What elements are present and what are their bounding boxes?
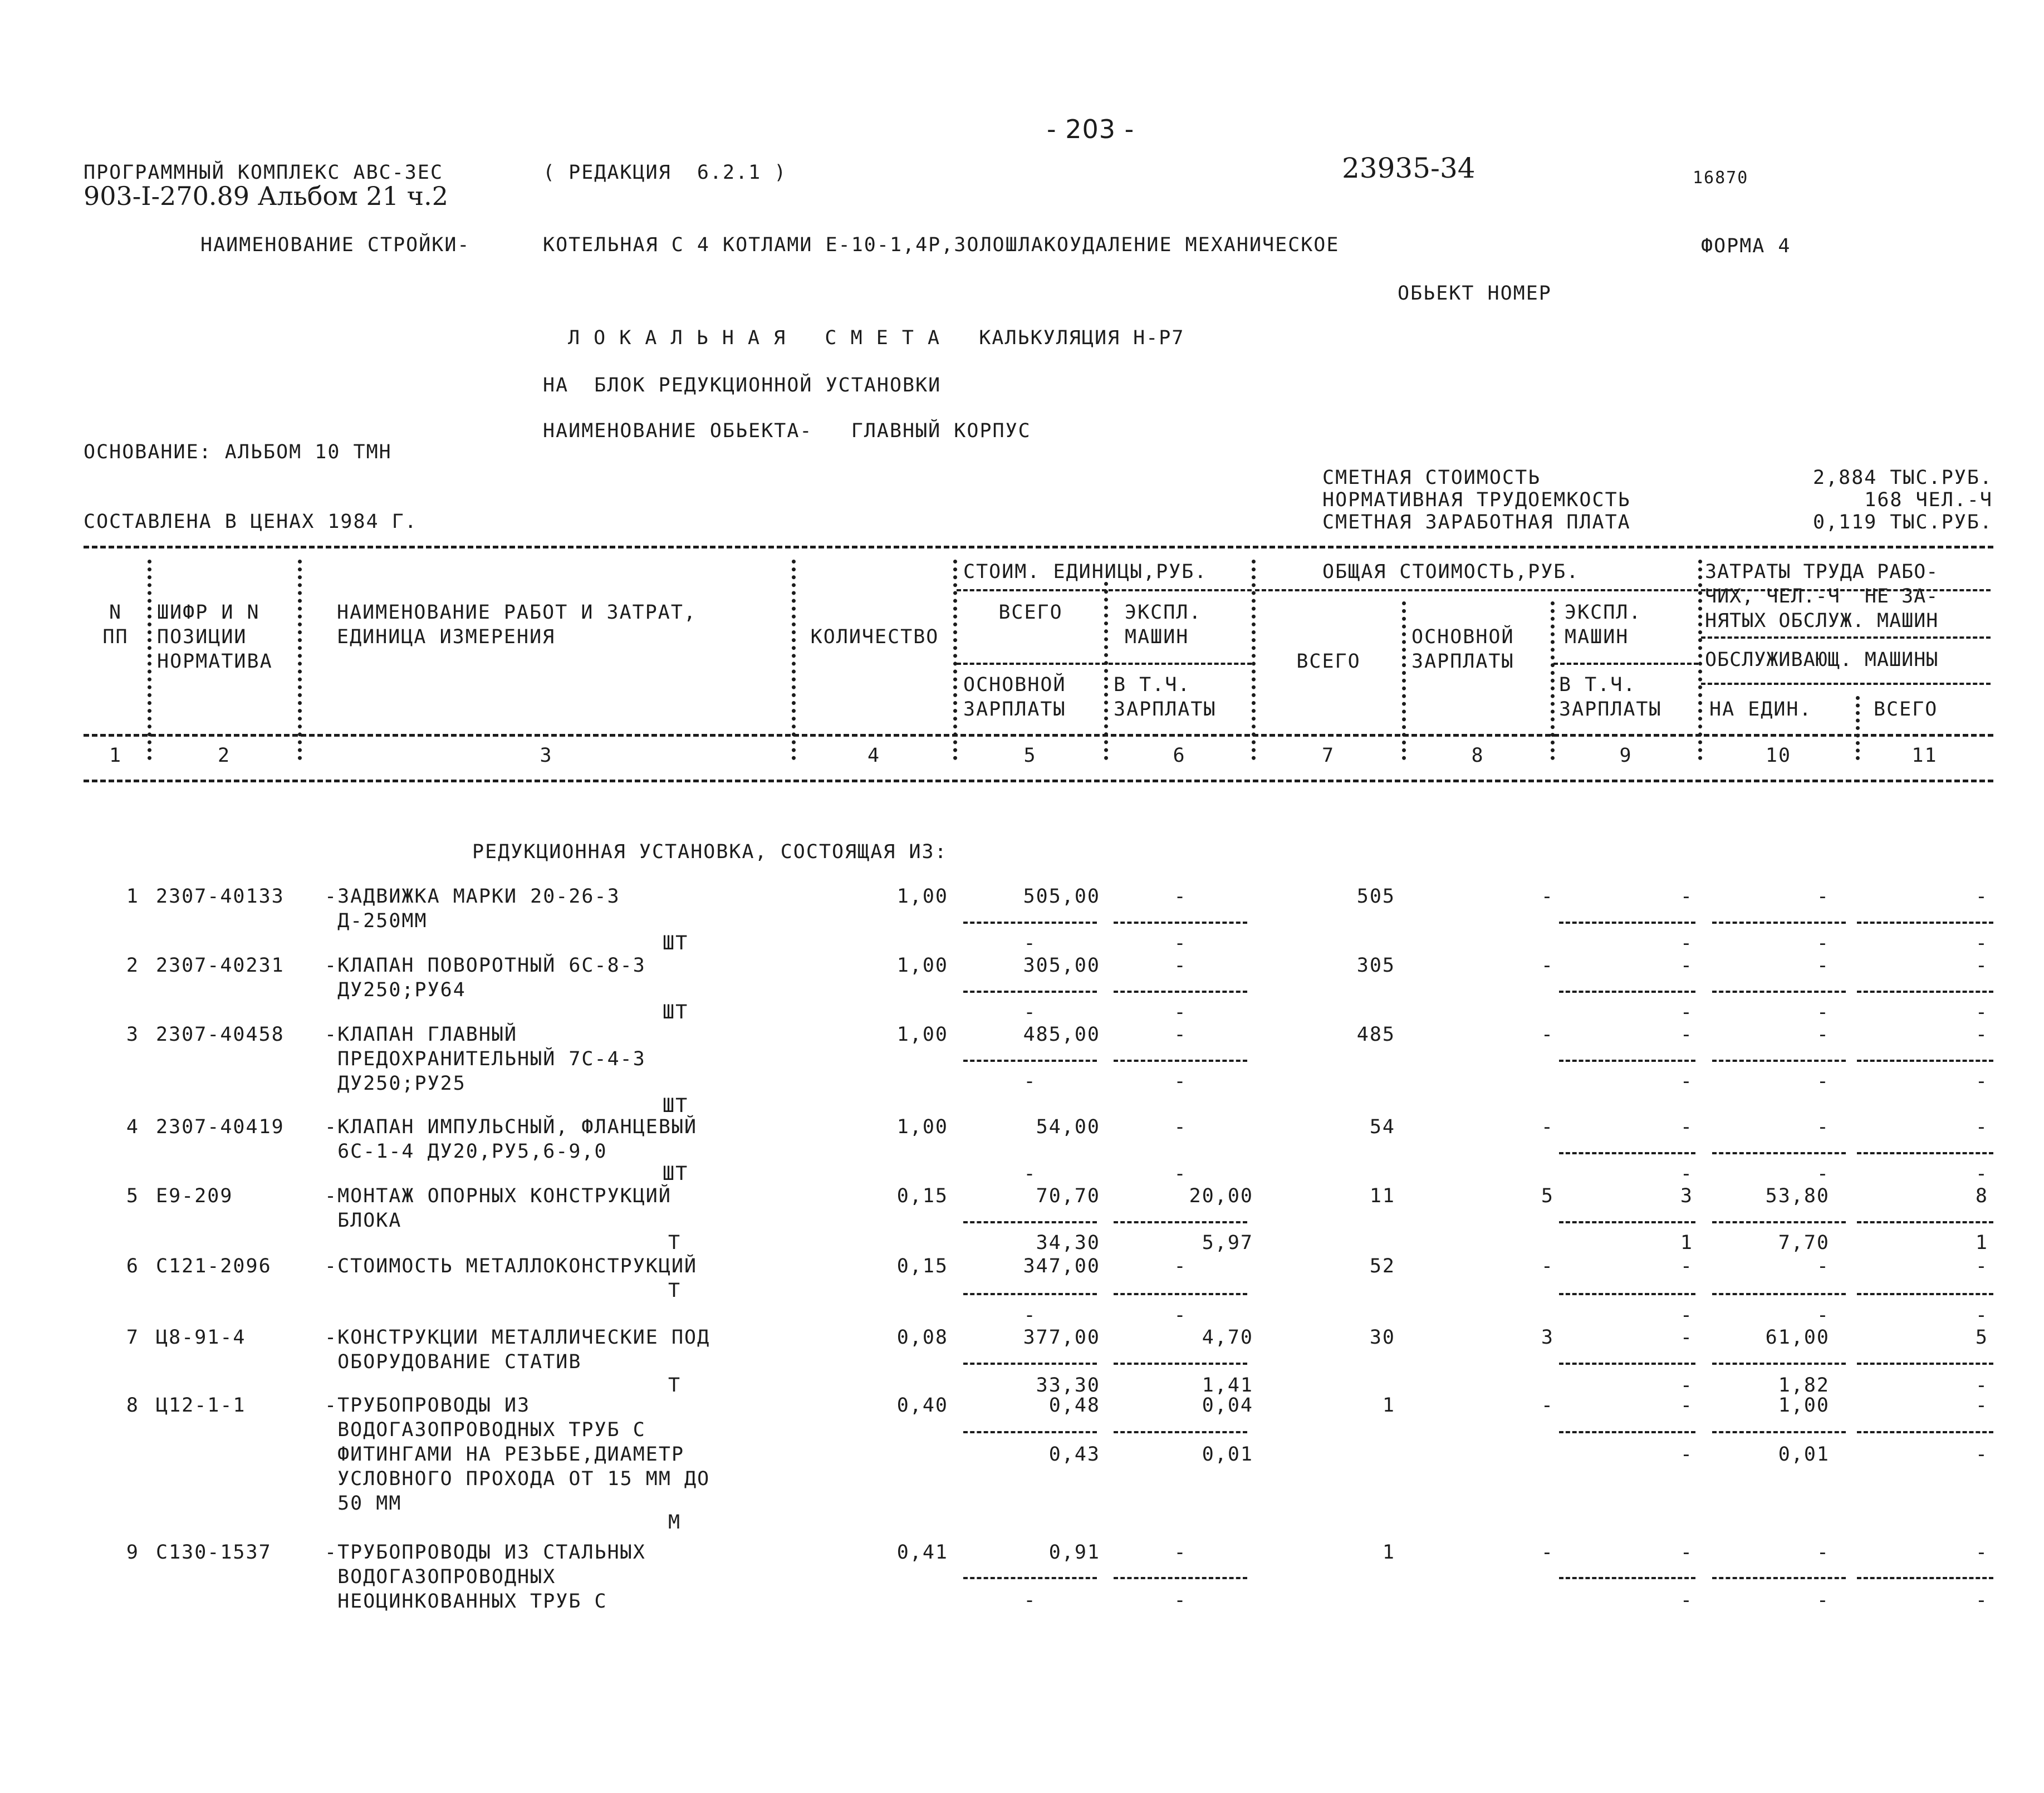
summary-value-labor: 168 ЧЕЛ.-Ч [1864,489,1993,511]
row-unit-total: 347,00 [1023,1255,1100,1277]
row-number: 8 [126,1394,139,1417]
row-unit-machines: - [1174,885,1187,908]
row-quantity: 1,00 [896,1116,948,1138]
row-total: 54 [1369,1116,1395,1138]
row-labor-unit: - [1816,1023,1830,1046]
row-name: -МОНТАЖ ОПОРНЫХ КОНСТРУКЦИЙ БЛОКА [325,1185,671,1232]
row-quantity: 0,08 [896,1326,948,1349]
row-labor-unit-service: - [1816,1589,1830,1611]
row-number: 3 [126,1023,139,1046]
row-quantity: 1,00 [896,1023,948,1046]
row-total-machine-wage: - [1680,1070,1693,1093]
col-sep-5 [1104,582,1108,760]
row-unit-machine-wage: - [1174,1001,1187,1023]
estimate-title: Л О К А Л Ь Н А Я С М Е Т А КАЛЬКУЛЯЦИЯ Н-Р7 [568,327,1185,349]
row-unit-total: 70,70 [1036,1185,1100,1207]
row-unit-total: 505,00 [1023,885,1100,908]
col-sep-1 [148,560,151,760]
header-rule-labor-3 [1701,683,1991,685]
row-total-base-wage: - [1541,1255,1554,1277]
row-underline [1712,1152,1846,1154]
row-labor-unit: - [1816,1255,1830,1277]
row-unit-machine-wage: - [1174,1070,1187,1093]
row-code: С130-1537 [156,1541,272,1564]
row-underline [1857,991,1993,993]
row-total: 485 [1356,1023,1395,1046]
row-underline [963,922,1097,924]
col-number: 1 [109,744,122,767]
row-code: Ц12-1-1 [156,1394,246,1417]
row-labor-unit-service: - [1816,932,1830,954]
row-total: 505 [1356,885,1395,908]
row-code: 2307-40458 [156,1023,285,1046]
handwritten-code: 23935-34 [1342,152,1476,184]
row-total-machine-wage: - [1680,1163,1693,1185]
row-labor-total-service: - [1975,1070,1988,1093]
row-name: -ТРУБОПРОВОДЫ ИЗ ВОДОГАЗОПРОВОДНЫХ ТРУБ С ФИТИНГАМИ НА РЕЗЬБЕ,ДИАМЕТР УСЛОВНОГО ПРОХОДА ОТ 15 ММ ДО 50 ММ [325,1394,710,1515]
row-labor-unit: 61,00 [1765,1326,1830,1349]
row-unit-machine-wage: - [1174,1589,1187,1611]
th-labor-service: ОБСЛУЖИВАЮЩ. МАШИНЫ [1705,649,1939,671]
header-rule-unit-mid [957,663,1252,665]
row-unit-machines: - [1174,954,1187,977]
row-underline [1559,1152,1695,1154]
row-underline [1857,1221,1993,1223]
header-rule-labor-2 [1701,636,1991,639]
row-unit-base-wage: - [1023,1001,1037,1023]
row-unit-machines: 4,70 [1202,1326,1253,1349]
th-labor-total: ВСЕГО [1874,698,1938,721]
row-unit-base-wage: - [1023,1304,1037,1326]
row-underline [1712,991,1846,993]
row-total-machines: - [1680,1116,1693,1138]
row-unit-base-wage: 34,30 [1036,1232,1100,1254]
col-number: 5 [1023,744,1037,767]
estimate-subject: НА БЛОК РЕДУКЦИОННОЙ УСТАНОВКИ [543,374,942,396]
col-number: 6 [1173,744,1186,767]
row-unit-machine-wage: 5,97 [1202,1232,1253,1254]
summary-label-cost: СМЕТНАЯ СТОИМОСТЬ [1322,467,1541,489]
row-underline [1712,1431,1846,1433]
th-labor-unit: НА ЕДИН. [1709,698,1812,721]
edition: ( РЕДАКЦИЯ 6.2.1 ) [543,161,787,184]
row-underline [963,1221,1097,1223]
header-rule-total [1255,589,1698,591]
row-name: -СТОИМОСТЬ МЕТАЛЛОКОНСТРУКЦИЙ [325,1255,698,1277]
th-number: N ПП [102,601,129,648]
row-unit-machines: - [1174,1541,1187,1564]
row-total-machine-wage: 1 [1680,1232,1693,1254]
row-unit: ШТ [663,1001,689,1023]
row-labor-total-service: - [1975,1443,1988,1466]
row-labor-total-service: - [1975,932,1988,954]
row-underline [1712,1221,1846,1223]
row-underline [1114,1060,1247,1062]
album-number: 903-I-270.89 Альбом 21 ч.2 [84,181,448,211]
row-quantity: 1,00 [896,885,948,908]
row-underline [1559,1431,1695,1433]
summary-label-labor: НОРМАТИВНАЯ ТРУДОЕМКОСТЬ [1322,489,1631,511]
summary-label-wage: СМЕТНАЯ ЗАРАБОТНАЯ ПЛАТА [1322,511,1631,533]
row-total: 1 [1382,1541,1395,1564]
row-unit: ШТ [663,932,689,954]
row-labor-total-service: - [1975,1304,1988,1326]
row-underline [1114,922,1247,924]
row-quantity: 1,00 [896,954,948,977]
row-unit: Т [668,1232,682,1254]
row-unit: М [668,1511,682,1534]
row-labor-total: - [1975,1394,1988,1417]
row-underline [1114,1293,1247,1295]
row-total: 30 [1369,1326,1395,1349]
row-underline [1712,1577,1846,1579]
row-unit-total: 54,00 [1036,1116,1100,1138]
row-underline [1559,991,1695,993]
row-underline [1857,1431,1993,1433]
row-unit: ШТ [663,1163,689,1185]
row-total-base-wage: - [1541,1394,1554,1417]
row-unit-machines: - [1174,1255,1187,1277]
row-total: 52 [1369,1255,1395,1277]
row-name: -КЛАПАН ИМПУЛЬСНЫЙ, ФЛАНЦЕВЫЙ 6С-1-4 ДУ20,РУ5,6-9,0 [325,1116,698,1163]
row-labor-unit: - [1816,1541,1830,1564]
row-labor-total: - [1975,1541,1988,1564]
col-sep-2 [298,560,302,760]
th-quantity: КОЛИЧЕСТВО [810,626,939,648]
col-sep-3 [792,560,796,760]
row-unit-base-wage: - [1023,1070,1037,1093]
row-quantity: 0,15 [896,1185,948,1207]
row-underline [963,1293,1097,1295]
row-total-machines: 3 [1680,1185,1693,1207]
summary-value-wage: 0,119 ТЫС.РУБ. [1812,511,1993,533]
row-labor-total: - [1975,1255,1988,1277]
row-underline [1857,1152,1993,1154]
th-unit-machine-wage: В Т.Ч. ЗАРПЛАТЫ [1114,674,1217,721]
row-unit-base-wage: - [1023,1589,1037,1611]
row-total-base-wage: - [1541,1023,1554,1046]
row-labor-unit-service: - [1816,1070,1830,1093]
row-total-machine-wage: - [1680,1589,1693,1611]
row-underline [1857,1060,1993,1062]
prices-year: СОСТАВЛЕНА В ЦЕНАХ 1984 Г. [84,511,418,533]
row-labor-total-service: - [1975,1001,1988,1023]
row-number: 9 [126,1541,139,1564]
row-unit-machine-wage: - [1174,1163,1187,1185]
row-labor-total-service: 1 [1975,1232,1988,1254]
row-total-machines: - [1680,1394,1693,1417]
row-quantity: 0,40 [896,1394,948,1417]
row-name: -КОНСТРУКЦИИ МЕТАЛЛИЧЕСКИЕ ПОД ОБОРУДОВАНИЕ СТАТИВ [325,1326,710,1373]
row-unit-machines: 0,04 [1202,1394,1253,1417]
section-title: РЕДУКЦИОННАЯ УСТАНОВКА, СОСТОЯЩАЯ ИЗ: [472,841,948,863]
row-labor-total: - [1975,1116,1988,1138]
code-16870: 16870 [1693,168,1749,188]
row-labor-total: 8 [1975,1185,1988,1207]
row-total-machine-wage: - [1680,1001,1693,1023]
header-rule-numbers [84,734,1993,737]
row-underline [1712,1363,1846,1365]
row-total-machines: - [1680,885,1693,908]
program-name: ПРОГРАММНЫЙ КОМПЛЕКС АВС-3ЕС [84,161,444,184]
row-total-machine-wage: - [1680,1374,1693,1397]
row-number: 6 [126,1255,139,1277]
row-total-machines: - [1680,1023,1693,1046]
row-code: 2307-40231 [156,954,285,977]
row-code: Ц8-91-4 [156,1326,246,1349]
row-labor-unit: 53,80 [1765,1185,1830,1207]
row-labor-unit: - [1816,1116,1830,1138]
header-rule-unit [957,589,1252,591]
header-bottom-rule [84,780,1993,782]
summary-value-cost: 2,884 ТЫС.РУБ. [1812,467,1993,489]
row-number: 5 [126,1185,139,1207]
row-number: 1 [126,885,139,908]
row-code: 2307-40419 [156,1116,285,1138]
col-number: 9 [1619,744,1633,767]
row-total-base-wage: - [1541,1541,1554,1564]
row-underline [1114,1431,1247,1433]
row-underline [1857,1293,1993,1295]
row-total: 11 [1369,1185,1395,1207]
row-total-base-wage: 5 [1541,1185,1554,1207]
row-labor-unit: 1,00 [1778,1394,1830,1417]
row-underline [1114,1577,1247,1579]
row-underline [1559,1577,1695,1579]
basis: ОСНОВАНИЕ: АЛЬБОМ 10 ТМН [84,441,392,463]
row-total-machines: - [1680,1255,1693,1277]
th-total-machine-wage: В Т.Ч. ЗАРПЛАТЫ [1559,674,1662,721]
col-number: 3 [540,744,553,767]
row-name: -КЛАПАН ГЛАВНЫЙ ПРЕДОХРАНИТЕЛЬНЫЙ 7С-4-3 ДУ250;РУ25 [325,1023,646,1095]
row-labor-unit: - [1816,954,1830,977]
th-total-all: ВСЕГО [1296,650,1361,673]
row-number: 7 [126,1326,139,1349]
row-labor-total: 5 [1975,1326,1988,1349]
row-underline [1857,1577,1993,1579]
row-code: С121-2096 [156,1255,272,1277]
row-code: 2307-40133 [156,885,285,908]
row-unit-base-wage: - [1023,1163,1037,1185]
row-labor-total: - [1975,954,1988,977]
row-underline [963,1363,1097,1365]
row-total-machine-wage: - [1680,1443,1693,1466]
row-unit-machine-wage: - [1174,932,1187,954]
row-total: 305 [1356,954,1395,977]
object-name: НАИМЕНОВАНИЕ ОБЬЕКТА- ГЛАВНЫЙ КОРПУС [543,420,1031,442]
row-underline [1712,922,1846,924]
row-unit-base-wage: 33,30 [1036,1374,1100,1397]
row-labor-total-service: - [1975,1374,1988,1397]
row-underline [1857,1363,1993,1365]
row-labor-total: - [1975,1023,1988,1046]
th-code: ШИФР И N ПОЗИЦИИ НОРМАТИВА [157,601,273,673]
row-unit-total: 0,91 [1048,1541,1100,1564]
row-unit-total: 305,00 [1023,954,1100,977]
row-underline [1559,1293,1695,1295]
row-name: -ТРУБОПРОВОДЫ ИЗ СТАЛЬНЫХ ВОДОГАЗОПРОВОДНЫХ НЕОЦИНКОВАННЫХ ТРУБ С [325,1541,646,1613]
row-unit-machine-wage: 1,41 [1202,1374,1253,1397]
row-underline [1559,922,1695,924]
col-number: 2 [217,744,231,767]
col-number: 11 [1911,744,1938,767]
row-underline [1712,1060,1846,1062]
row-underline [1114,1221,1247,1223]
row-labor-unit-service: 1,82 [1778,1374,1830,1397]
row-number: 4 [126,1116,139,1138]
row-underline [963,991,1097,993]
construction-name: КОТЕЛЬНАЯ С 4 КОТЛАМИ Е-10-1,4Р,ЗОЛОШЛАКОУДАЛЕНИЕ МЕХАНИЧЕСКОЕ [543,234,1340,256]
row-labor-unit-service: - [1816,1001,1830,1023]
row-unit-base-wage: - [1023,932,1037,954]
row-total-machines: - [1680,1326,1693,1349]
header-top-rule [84,546,1993,548]
row-labor-unit-service: - [1816,1304,1830,1326]
row-unit-total: 377,00 [1023,1326,1100,1349]
col-number: 7 [1321,744,1335,767]
col-number: 10 [1765,744,1792,767]
row-unit-machines: - [1174,1116,1187,1138]
row-total-base-wage: - [1541,885,1554,908]
row-underline [1559,1221,1695,1223]
row-name: -ЗАДВИЖКА МАРКИ 20-26-3 Д-250ММ [325,885,620,932]
th-unit-cost: СТОИМ. ЕДИНИЦЫ,РУБ. [963,561,1208,583]
th-name: НАИМЕНОВАНИЕ РАБОТ И ЗАТРАТ, ЕДИНИЦА ИЗМЕРЕНИЯ [337,601,697,648]
row-unit-machines: 20,00 [1189,1185,1253,1207]
row-underline [1114,1363,1247,1365]
form-label: ФОРМА 4 [1701,235,1791,257]
th-unit-base-wage: ОСНОВНОЙ ЗАРПЛАТЫ [963,674,1066,721]
th-labor: ЗАТРАТЫ ТРУДА РАБО- ЧИХ, ЧЕЛ.-Ч НЕ ЗА- НЯТЫХ ОБСЛУЖ. МАШИН [1705,561,1939,632]
th-total-base-wage: ОСНОВНОЙ ЗАРПЛАТЫ [1411,626,1514,673]
row-quantity: 0,15 [896,1255,948,1277]
row-underline [1559,1363,1695,1365]
row-labor-unit-service: 0,01 [1778,1443,1830,1466]
row-total-machine-wage: - [1680,932,1693,954]
row-unit-total: 0,48 [1048,1394,1100,1417]
th-total-machines: ЭКСПЛ. МАШИН [1565,601,1642,648]
row-total-machines: - [1680,954,1693,977]
row-labor-unit: - [1816,885,1830,908]
row-labor-total-service: - [1975,1163,1988,1185]
row-labor-unit-service: 7,70 [1778,1232,1830,1254]
page-number: - 203 - [1047,114,1135,144]
row-unit-base-wage: 0,43 [1048,1443,1100,1466]
row-code: Е9-209 [156,1185,233,1207]
th-unit-machines: ЭКСПЛ. МАШИН [1125,601,1202,648]
row-number: 2 [126,954,139,977]
th-total-cost: ОБЩАЯ СТОИМОСТЬ,РУБ. [1322,561,1580,583]
row-underline [1114,991,1247,993]
row-underline [963,1431,1097,1433]
row-labor-unit-service: - [1816,1163,1830,1185]
object-number: ОБЬЕКТ НОМЕР [1398,282,1552,305]
row-underline [963,1577,1097,1579]
row-underline [963,1060,1097,1062]
header-rule-mach-mid [1553,663,1698,665]
row-total-machines: - [1680,1541,1693,1564]
row-unit: ШТ [663,1095,689,1117]
row-labor-total-service: - [1975,1589,1988,1611]
row-unit-total: 485,00 [1023,1023,1100,1046]
col-number: 4 [867,744,881,767]
row-unit-machine-wage: - [1174,1304,1187,1326]
row-unit-machines: - [1174,1023,1187,1046]
row-quantity: 0,41 [896,1541,948,1564]
row-total-base-wage: 3 [1541,1326,1554,1349]
row-underline [1712,1293,1846,1295]
row-name: -КЛАПАН ПОВОРОТНЫЙ 6С-8-3 ДУ250;РУ64 [325,954,646,1001]
row-unit-machine-wage: 0,01 [1202,1443,1253,1466]
row-labor-total: - [1975,885,1988,908]
row-total-base-wage: - [1541,954,1554,977]
row-total-base-wage: - [1541,1116,1554,1138]
row-underline [1559,1060,1695,1062]
construction-label: НАИМЕНОВАНИЕ СТРОЙКИ- [200,234,470,256]
col-number: 8 [1471,744,1484,767]
row-unit: Т [668,1280,682,1302]
row-underline [1857,922,1993,924]
th-unit-total: ВСЕГО [998,601,1063,624]
row-total: 1 [1382,1394,1395,1417]
row-total-machine-wage: - [1680,1304,1693,1326]
row-unit: Т [668,1374,682,1397]
